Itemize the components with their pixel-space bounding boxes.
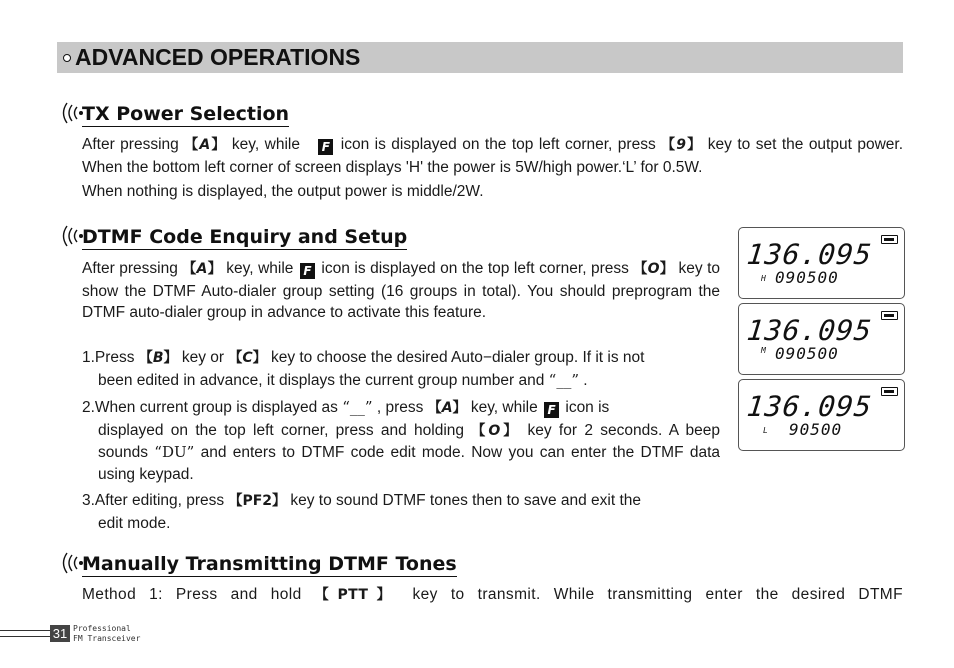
key-a: 【A】 <box>182 261 222 277</box>
lcd-sub-value: 90500 <box>789 420 843 439</box>
key-ptt: 【PTT】 <box>314 587 400 603</box>
key-pf2: 【PF2】 <box>228 493 287 509</box>
key-0: 【O】 <box>471 422 521 439</box>
lcd-sub-value: 090500 <box>775 344 839 363</box>
page-number: 31 <box>50 625 70 642</box>
lcd-frequency: 136.095 <box>745 390 874 423</box>
key-a: 【A】 <box>427 400 467 416</box>
section-heading-manual-dtmf <box>57 549 457 577</box>
lcd-power-level: L <box>763 426 768 435</box>
section-heading-tx-power <box>57 99 289 127</box>
dtmf-step-2: 2.When current group is displayed as “__” , press 【A】 key, while F icon is displayed on the top left corner, press and holding 【O】 key for 2 seconds. A beep sounds “DU” and enters to DTMF code edit mode. Now you can enter the DTMF data using keypad. <box>82 398 721 483</box>
tx-paragraph-2: When nothing is displayed, the output power is middle/2W. <box>82 183 484 200</box>
manual-paragraph-1: Method 1: Press and hold 【PTT】 key to transmit. While transmitting enter the desired DTMF <box>82 586 903 603</box>
bullet-icon <box>63 54 71 62</box>
key-9: 【9】 <box>661 137 703 153</box>
function-f-icon: F <box>300 263 315 279</box>
lcd-display-low <box>738 379 905 451</box>
dtmf-step-3: 3.After editing, press 【PF2】 key to sound DTMF tones then to save and exit the edit mode. <box>82 492 642 532</box>
footer-brand: Professional FM Transceiver <box>73 624 141 643</box>
lcd-power-level: H <box>761 274 766 283</box>
footer-rule <box>0 636 50 637</box>
radio-waves-icon <box>57 549 83 577</box>
lcd-frequency: 136.095 <box>745 314 874 347</box>
key-0: 【O】 <box>633 261 674 277</box>
footer-rule <box>0 630 50 631</box>
function-f-icon: F <box>544 402 559 418</box>
dtmf-step-1: 1.Press 【B】 key or 【C】 key to choose the desired Auto−dialer group. If it is not been edited in advance, it displays the current group number and “__” . <box>82 349 645 389</box>
lcd-sub-value: 090500 <box>775 268 839 287</box>
battery-icon <box>881 311 898 320</box>
radio-waves-icon <box>57 99 83 127</box>
lcd-frequency: 136.095 <box>745 238 874 271</box>
battery-icon <box>881 387 898 396</box>
lcd-power-level: M <box>761 346 766 355</box>
section-heading-dtmf <box>57 222 407 250</box>
lcd-display-high <box>738 227 905 299</box>
dtmf-paragraph-1: After pressing 【A】 key, while F icon is displayed on the top left corner, press 【O】 key to show the DTMF Auto-dialer group setting (16 groups in total). You should preprogram the DTMF auto-dialer group in advance to activate this feature. <box>82 260 720 321</box>
key-c: 【C】 <box>228 350 267 366</box>
heading-text: DTMF Code Enquiry and Setup <box>82 226 408 248</box>
function-f-icon: F <box>318 139 333 155</box>
tx-paragraph-1: After pressing 【A】 key, while F icon is displayed on the top left corner, press 【9】 key to set the output power. When the bottom left corner of screen displays 'H' the power is 5W/high power.‘L’ for 0.5W. <box>82 136 904 176</box>
section-banner <box>57 42 903 73</box>
heading-text: Manually Transmitting DTMF Tones <box>82 553 457 575</box>
battery-icon <box>881 235 898 244</box>
radio-waves-icon <box>57 222 83 250</box>
banner-title: ADVANCED OPERATIONS <box>75 44 361 70</box>
key-a: 【A】 <box>184 137 227 153</box>
key-b: 【B】 <box>138 350 178 366</box>
heading-text: TX Power Selection <box>82 103 290 125</box>
lcd-display-middle <box>738 303 905 375</box>
